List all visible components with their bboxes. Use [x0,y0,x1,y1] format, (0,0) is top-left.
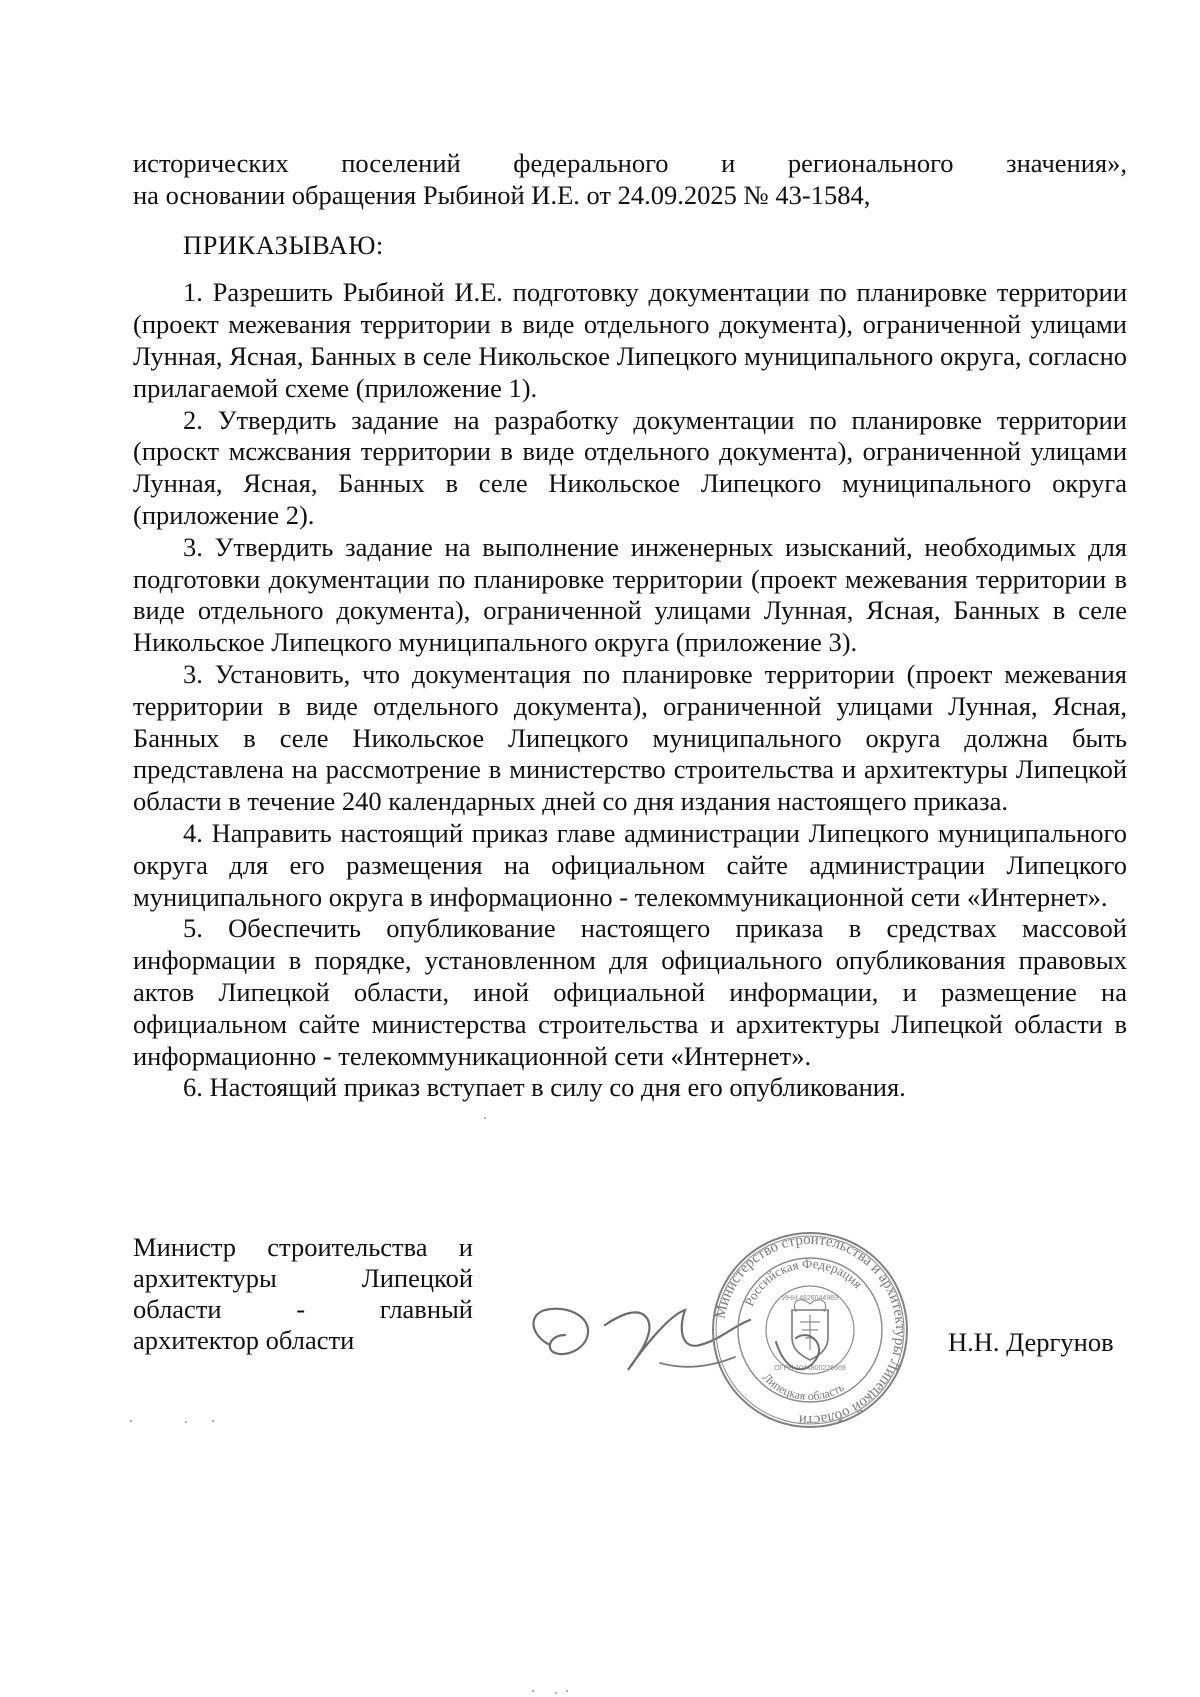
order-item-6: 5. Обеспечить опубликование настоящего приказа в средствах массовой информации в порядке, установленном для официального опубликования правовых актов Липецкой области, иной официальной информации, и размещение на официальном сайте министерства строительства и архитектуры Липецкой области в информационно - телекоммуникационной сети «Интернет». [133,913,1127,1071]
scan-speck [555,1692,557,1694]
seal-bottom-text: Липецкая область [759,1370,847,1404]
order-heading: ПРИКАЗЫВАЮ: [183,229,384,260]
scan-speck [130,1420,132,1422]
signatory-name: Н.Н. Дергунов [948,1327,1114,1357]
scan-speck [185,1421,187,1423]
order-item-4: 3. Установить, что документация по планировке территории (проект межевания территории в виде отдельного документа), ограниченной улицами Лунная, Ясная, Банных в селе Никольское Липецкого муниципального округа должна быть представлена на рассмотрение в министерство строительства и архитектуры Липецкой области в течение 240 календарных дней со дня издания настоящего приказа. [133,658,1127,817]
seal-outer-text: Министерство строительства и архитектуры Липецкой области [712,1231,909,1429]
position-line-1: Министр строительства и [133,1232,473,1262]
scan-speck [484,1117,486,1119]
order-item-1: 1. Разрешить Рыбиной И.Е. подготовку документации по планировке территории (проект межевания территории в виде отдельного документа), ограниченной улицами Лунная, Ясная, Банных в селе Никольское Липецкого муниципального округа, согласно прилагаемой схеме (приложение 1). [133,277,1127,403]
position-line-3: области - главный [133,1294,473,1324]
order-item-3: 3. Утвердить задание на выполнение инженерных изысканий, необходимых для подготовки документации по планировке территории (проект межевания территории в виде отдельного документа), ограниченной улицами Лунная, Ясная, Банных в селе Никольское Липецкого муниципального округа (приложение 3). [133,531,1127,658]
order-item-2: 2. Утвердить задание на разработку документации по планировке территории (проскт мсжсвания территории в виде отдельного документа), ограниченной улицами Лунная, Ясная, Банных в селе Никольское Липецкого муниципального округа (приложение 2). [133,404,1127,530]
order-item-7: 6. Настоящий приказ вступает в силу со дня его опубликования. [183,1072,906,1103]
scan-speck [212,1420,214,1422]
order-item-5: 4. Направить настоящий приказ главе администрации Липецкого муниципального округа для его размещения на официальном сайте администрации Липецкого муниципального округа в информационно - телекоммуникационной сети «Интернет». [133,817,1127,912]
position-line-2: архитектуры Липецкой [133,1263,473,1293]
document-body [133,148,1127,1104]
scan-speck [566,1690,568,1692]
coat-of-arms-icon [792,1300,828,1360]
opening-line-2: на основании обращения Рыбиной И.Е. от 24.09.2025 № 43-1584, [133,179,871,210]
position-line-4: архитектор области [133,1325,355,1355]
signatory-position [133,1232,473,1356]
seal-inn-text: ИНН 4826044969 [781,1295,839,1302]
seal-inner-text: Российская Федерация [741,1255,866,1309]
opening-line-1: исторических поселений федерального и регионального значения», [133,148,1127,178]
official-seal [710,1230,910,1430]
seal-ogrn-text: ОГРН 1044800226669 [774,1365,846,1372]
scan-speck [532,1690,534,1692]
